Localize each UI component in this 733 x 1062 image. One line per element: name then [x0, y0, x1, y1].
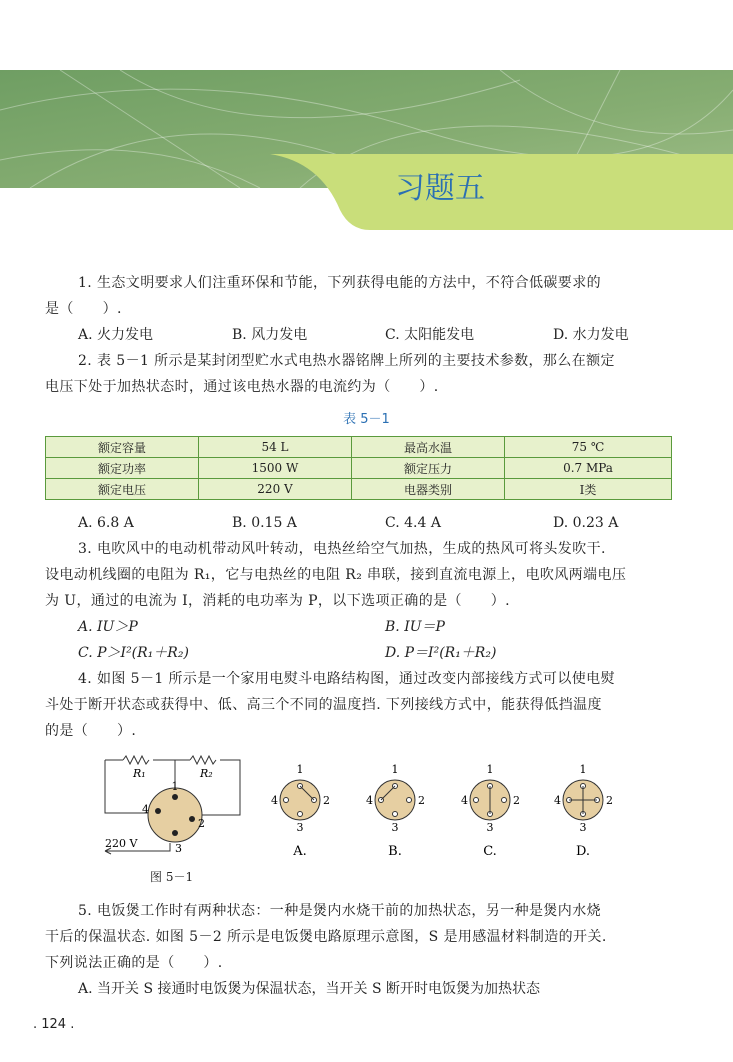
terminal-3-label: 3 — [579, 821, 587, 834]
figure-5-1 — [95, 755, 635, 865]
terminal-1-label: 1 — [391, 763, 399, 776]
terminal-4-label: 4 — [271, 794, 278, 807]
table-cell: 最高水温 — [352, 437, 505, 458]
q4-line1: 4. 如图 5－1 所示是一个家用电熨斗电路结构图，通过改变内部接线方式可以使电熨 — [78, 671, 615, 687]
table-cell: 额定电压 — [46, 479, 199, 500]
choice-label: C. — [483, 844, 497, 859]
q2-option-b[interactable]: B. 0.15 A — [232, 515, 297, 531]
choice-label: A. — [293, 844, 307, 859]
chapter-banner — [0, 70, 733, 230]
table-cell: 75 ℃ — [505, 437, 672, 458]
q5-line1: 5. 电饭煲工作时有两种状态：一种是煲内水烧干前的加热状态，另一种是煲内水烧 — [78, 903, 602, 919]
q5-option-a[interactable]: A. 当开关 S 接通时电饭煲为保温状态，当开关 S 断开时电饭煲为加热状态 — [78, 981, 540, 997]
r1-label: R₁ — [133, 767, 146, 780]
q1-option-a[interactable]: A. 火力发电 — [78, 327, 154, 343]
q1-option-b[interactable]: B. 风力发电 — [232, 327, 308, 343]
q3-line1: 3. 电吹风中的电动机带动风叶转动，电热丝给空气加热，生成的热风可将头发吹干. — [78, 541, 606, 557]
terminal-4-label: 4 — [142, 803, 149, 816]
voltage-label: 220 V — [105, 837, 138, 850]
table-cell: 额定压力 — [352, 458, 505, 479]
figure-caption: 图 5－1 — [150, 870, 194, 884]
table-cell: 额定容量 — [46, 437, 199, 458]
terminal-1-label: 1 — [579, 763, 587, 776]
q5-line2: 干后的保温状态. 如图 5－2 所示是电饭煲电路原理示意图，S 是用感温材料制造的开关. — [45, 929, 607, 945]
table-cell: 额定功率 — [46, 458, 199, 479]
terminal-3-label: 3 — [391, 821, 399, 834]
table-cell: Ⅰ类 — [505, 479, 672, 500]
q1-line2: 是（ ）. — [45, 301, 122, 317]
q3-line3: 为 U，通过的电流为 I，消耗的电功率为 P，以下选项正确的是（ ）. — [45, 593, 510, 609]
wiring-option-a[interactable] — [271, 763, 330, 859]
q1-option-c[interactable]: C. 太阳能发电 — [385, 327, 475, 343]
q3-option-a[interactable]: A. IU＞P — [78, 619, 138, 635]
q3-option-c[interactable]: C. P＞I²(R₁＋R₂) — [78, 645, 189, 661]
table-cell: 54 L — [199, 437, 352, 458]
q2-line2: 电压下处于加热状态时，通过该电热水器的电流约为（ ）. — [45, 379, 439, 395]
table-title: 表 5－1 — [343, 412, 390, 427]
terminal-2-label: 2 — [418, 794, 425, 807]
q2-option-c[interactable]: C. 4.4 A — [385, 515, 441, 531]
q1-line1: 1. 生态文明要求人们注重环保和节能，下列获得电能的方法中，不符合低碳要求的 — [78, 275, 602, 291]
q4-line2: 斗处于断开状态或获得中、低、高三个不同的温度挡. 下列接线方式中，能获得低挡温度 — [45, 697, 602, 713]
q2-option-d[interactable]: D. 0.23 A — [553, 515, 619, 531]
q3-option-b[interactable]: B. IU＝P — [385, 619, 445, 635]
terminal-4-label: 4 — [366, 794, 373, 807]
terminal-2-label: 2 — [606, 794, 613, 807]
terminal-3-label: 3 — [175, 842, 182, 855]
table-row — [46, 479, 672, 500]
page-number: . 124 . — [33, 1017, 75, 1032]
terminal-2-label: 2 — [513, 794, 520, 807]
spec-table — [45, 436, 672, 500]
q3-option-d[interactable]: D. P＝I²(R₁＋R₂) — [385, 645, 497, 661]
q1-option-d[interactable]: D. 水力发电 — [553, 327, 629, 343]
terminal-2-label: 2 — [198, 817, 205, 830]
table-row — [46, 458, 672, 479]
q4-line3: 的是（ ）. — [45, 723, 137, 739]
terminal-3-label: 3 — [486, 821, 494, 834]
choice-label: D. — [575, 844, 591, 859]
wiring-option-d[interactable] — [554, 763, 613, 859]
q2-line1: 2. 表 5－1 所示是某封闭型贮水式电热水器铭牌上所列的主要技术参数，那么在额定 — [78, 353, 615, 369]
terminal-1-label: 1 — [296, 763, 304, 776]
choice-label: B. — [388, 844, 402, 859]
terminal-4-label: 4 — [554, 794, 561, 807]
q2-option-a[interactable]: A. 6.8 A — [78, 515, 134, 531]
q3-line2: 设电动机线圈的电阻为 R₁，它与电热丝的电阻 R₂ 串联，接到直流电源上，电吹风两端电压 — [45, 567, 627, 583]
q5-line3: 下列说法正确的是（ ）. — [45, 955, 223, 971]
terminal-1-label: 1 — [171, 780, 179, 793]
table-row — [46, 437, 672, 458]
terminal-4-label: 4 — [461, 794, 468, 807]
terminal-2-label: 2 — [323, 794, 330, 807]
table-cell: 220 V — [199, 479, 352, 500]
page-title: 习题五 — [395, 171, 485, 206]
wiring-option-b[interactable] — [366, 763, 425, 859]
table-cell: 1500 W — [199, 458, 352, 479]
terminal-3-label: 3 — [296, 821, 304, 834]
r2-label: R₂ — [200, 767, 213, 780]
wiring-option-c[interactable] — [461, 763, 520, 859]
table-cell: 电器类别 — [352, 479, 505, 500]
table-cell: 0.7 MPa — [505, 458, 672, 479]
terminal-1-label: 1 — [486, 763, 494, 776]
